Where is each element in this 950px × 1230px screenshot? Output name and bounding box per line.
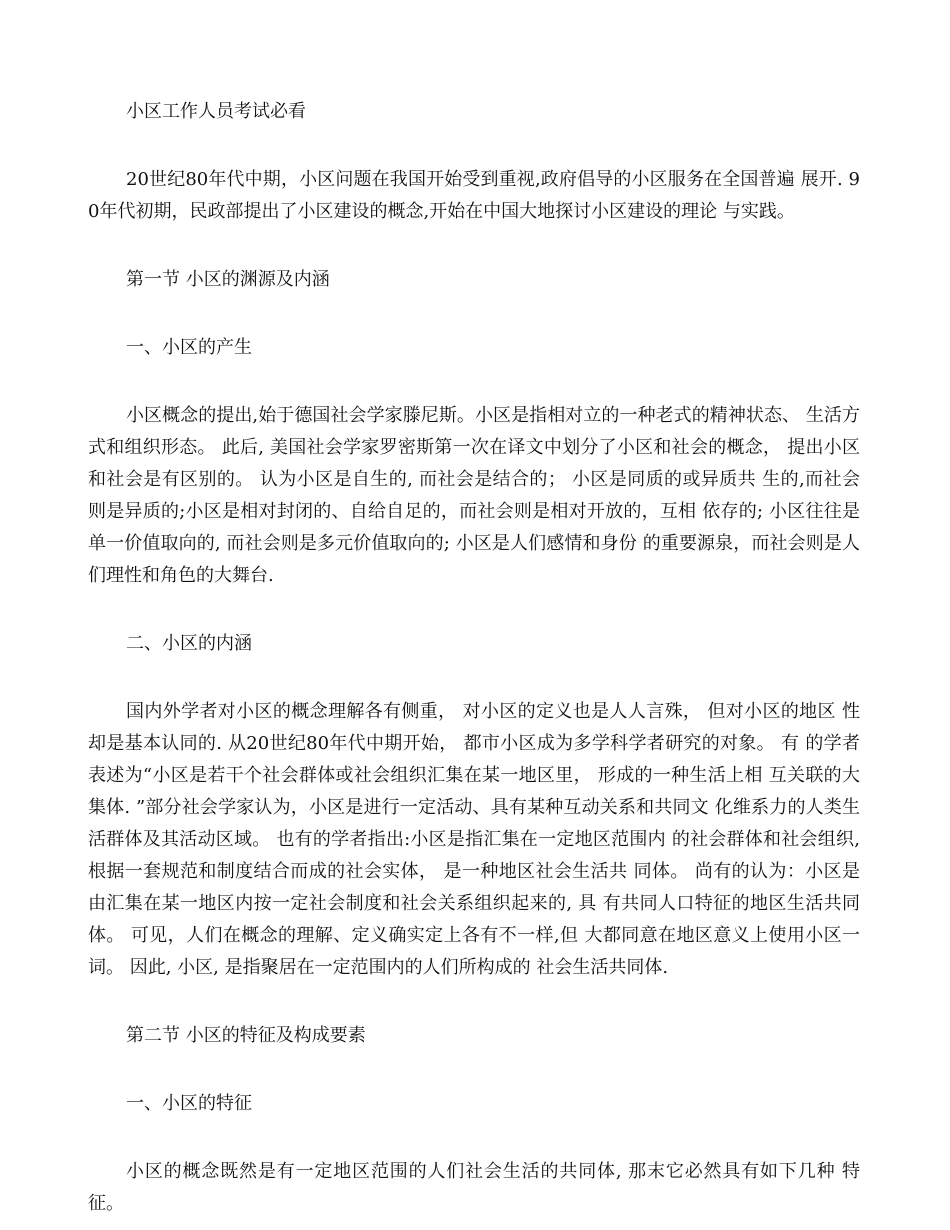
section-1-sub-1-paragraph: 小区概念的提出,始于德国社会学家滕尼斯。小区是指相对立的一种老式的精神状态、 生活方式和组织形态。 此后, 美国社会学家罗密斯第一次在译文中划分了小区和社会的概念， 提出小区和社会是有区别的。 认为小区是自生的, 而社会是结合的； 小区是同质的或异质共 生的,而社会则是异质的;小区是相对封闭的、自给自足的，而社会则是相对开放的，互相 依存的; 小区往往是单一价值取向的, 而社会则是多元价值取向的; 小区是人们感情和身份 的重要源泉，而社会则是人们理性和角色的大舞台. xyxy=(88,405,860,586)
section-1-sub-1-title: 一、小区的产生 xyxy=(126,337,252,358)
section-2-title: 第二节 小区的特征及构成要素 xyxy=(126,1025,366,1046)
section-1-sub-2-title: 二、小区的内涵 xyxy=(126,633,252,654)
section-2-sub-1-paragraph: 小区的概念既然是有一定地区范围的人们社会生活的共同体, 那末它必然具有如下几种 特征。 xyxy=(88,1161,860,1214)
section-1-title: 第一节 小区的渊源及内涵 xyxy=(126,269,330,290)
intro-paragraph: 20世纪80年代中期，小区问题在我国开始受到重视,政府倡导的小区服务在全国普遍 展开. 90年代初期，民政部提出了小区建设的概念,开始在中国大地探讨小区建设的理论 与实践。 xyxy=(88,169,860,222)
document-title: 小区工作人员考试必看 xyxy=(126,101,306,122)
section-1-sub-2-paragraph: 国内外学者对小区的概念理解各有侧重， 对小区的定义也是人人言殊， 但对小区的地区 性却是基本认同的. 从20世纪80年代中期开始， 都市小区成为多学科学者研究的对象。 有 的学者表述为“小区是若干个社会群体或社会组织汇集在某一地区里， 形成的一种生活上相 互关联的大集体. ”部分社会学家认为，小区是进行一定活动、具有某种互动关系和共同文 化维系力的人类生活群体及其活动区域。 也有的学者指出:小区是指汇集在一定地区范围内 的社会群体和社会组织, 根据一套规范和制度结合而成的社会实体， 是一种地区社会生活共 同体。 尚有的认为：小区是由汇集在某一地区内按一定社会制度和社会关系组织起来的, 具 有共同人口特征的地区生活共同体。 可见，人们在概念的理解、定义确实定上各有不一样,但 大都同意在地区意义上使用小区一词。 因此, 小区, 是指聚居在一定范围内的人们所构成的 社会生活共同体. xyxy=(88,701,860,978)
section-2-sub-1-title: 一、小区的特征 xyxy=(126,1093,252,1114)
document-body xyxy=(88,96,860,1220)
